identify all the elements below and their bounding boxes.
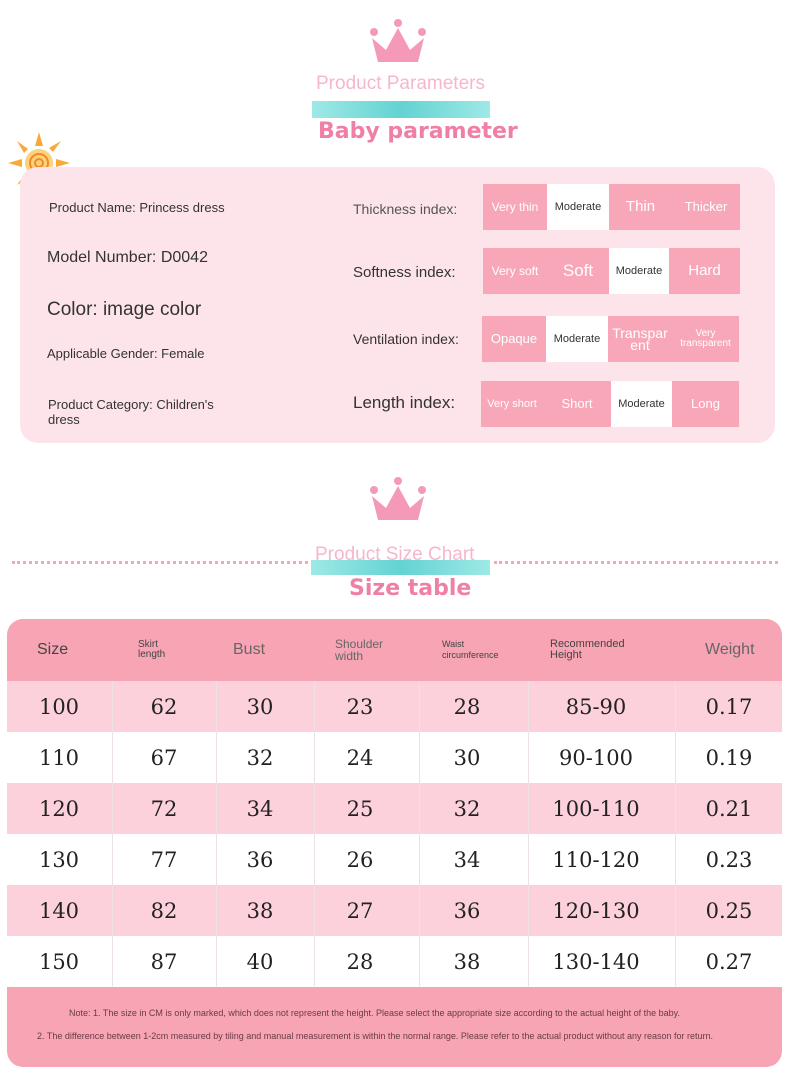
length-short: Short	[543, 381, 611, 427]
col-weight: Weight	[705, 641, 755, 658]
length-very-short: Very short	[481, 381, 543, 427]
table-cell: 24	[346, 745, 374, 770]
ventilation-label: Ventilation index:	[353, 331, 459, 347]
params-title-cn: Baby parameter	[318, 119, 518, 144]
col-recommended-height: Recommended Height	[550, 638, 625, 661]
length-long: Long	[672, 381, 739, 427]
table-cell: 82	[150, 898, 178, 923]
thickness-very-thin: Very thin	[483, 184, 547, 230]
softness-soft: Soft	[547, 248, 609, 294]
col-divider	[112, 681, 113, 986]
ventilation-very-transparent: Very transparent	[672, 316, 739, 362]
col-skirt-length: Skirt length	[138, 639, 166, 660]
table-cell: 110-120	[552, 847, 640, 872]
table-cell: 85-90	[565, 694, 627, 719]
thickness-thicker: Thicker	[672, 184, 740, 230]
table-cell: 120-130	[552, 898, 640, 923]
table-cell: 130	[38, 847, 80, 872]
table-cell: 62	[150, 694, 178, 719]
table-cell: 32	[246, 745, 274, 770]
size-table	[7, 619, 782, 1067]
length-label: Length index:	[353, 393, 456, 412]
table-row	[7, 885, 782, 936]
crown-icon	[366, 476, 430, 526]
table-cell: 0.19	[705, 745, 753, 770]
table-row	[7, 936, 782, 987]
ventilation-opaque: Opaque	[482, 316, 546, 362]
table-cell: 38	[453, 949, 481, 974]
table-cell: 40	[246, 949, 274, 974]
table-cell: 25	[346, 796, 374, 821]
softness-label: Softness index:	[353, 264, 456, 281]
table-row	[7, 834, 782, 885]
table-cell: 0.25	[705, 898, 753, 923]
table-cell: 100-110	[552, 796, 640, 821]
col-divider	[216, 681, 217, 986]
table-cell: 130-140	[552, 949, 640, 974]
table-cell: 32	[453, 796, 481, 821]
size-title-cn: Size table	[349, 576, 472, 601]
table-cell: 27	[346, 898, 374, 923]
table-cell: 67	[150, 745, 178, 770]
table-row	[7, 783, 782, 834]
col-divider	[419, 681, 420, 986]
size-title-en: Product Size Chart	[315, 544, 475, 565]
table-row	[7, 732, 782, 783]
thickness-scale	[483, 184, 740, 230]
thickness-label: Thickness index:	[353, 201, 458, 217]
applicable-gender: Applicable Gender: Female	[47, 346, 205, 361]
col-divider	[675, 681, 676, 986]
crown-icon	[366, 18, 430, 68]
length-moderate: Moderate	[611, 381, 672, 427]
table-cell: 0.27	[705, 949, 753, 974]
dotted-divider-right	[494, 561, 778, 564]
softness-very-soft: Very soft	[483, 248, 547, 294]
product-name: Product Name: Princess dress	[49, 200, 225, 215]
table-cell: 120	[38, 796, 80, 821]
note-1: Note: 1. The size in CM is only marked, which does not represent the height. Please select the appropriate size according to the actual height of the baby.	[69, 1008, 681, 1018]
table-cell: 34	[453, 847, 481, 872]
ventilation-transparent: Transparent	[608, 316, 672, 362]
params-title-en: Product Parameters	[316, 73, 485, 94]
table-cell: 100	[38, 694, 80, 719]
table-cell: 110	[38, 745, 80, 770]
table-cell: 36	[453, 898, 481, 923]
table-cell: 38	[246, 898, 274, 923]
size-table-header	[7, 619, 782, 681]
table-cell: 28	[346, 949, 374, 974]
col-divider	[528, 681, 529, 986]
softness-moderate: Moderate	[609, 248, 669, 294]
thickness-thin: Thin	[609, 184, 672, 230]
ventilation-moderate: Moderate	[546, 316, 608, 362]
col-shoulder-width: Shoulder width	[335, 637, 384, 663]
table-cell: 28	[453, 694, 481, 719]
table-cell: 77	[150, 847, 178, 872]
table-cell: 30	[453, 745, 481, 770]
table-row	[7, 681, 782, 732]
col-bust: Bust	[233, 641, 266, 658]
table-cell: 150	[38, 949, 80, 974]
table-cell: 23	[346, 694, 374, 719]
length-scale	[481, 381, 739, 427]
dotted-divider-left	[12, 561, 308, 564]
table-cell: 30	[246, 694, 274, 719]
model-number: Model Number: D0042	[47, 249, 208, 266]
softness-hard: Hard	[669, 248, 740, 294]
col-waist-circumference: Waist circumference	[442, 639, 499, 660]
table-cell: 140	[38, 898, 80, 923]
table-cell: 72	[150, 796, 178, 821]
table-cell: 0.23	[705, 847, 753, 872]
product-color: Color: image color	[47, 299, 202, 320]
table-cell: 0.21	[705, 796, 753, 821]
table-cell: 34	[246, 796, 274, 821]
thickness-moderate: Moderate	[547, 184, 609, 230]
col-size: Size	[37, 641, 69, 658]
header-bar	[312, 101, 490, 118]
table-cell: 26	[346, 847, 374, 872]
product-category: Product Category: Children's dress	[48, 397, 214, 427]
col-divider	[314, 681, 315, 986]
table-cell: 36	[246, 847, 274, 872]
ventilation-scale	[482, 316, 739, 362]
softness-scale	[483, 248, 740, 294]
table-cell: 90-100	[559, 745, 633, 770]
note-2: 2. The difference between 1-2cm measured by tiling and manual measurement is within the normal range. Please refer to the actual product without any reason for return.	[37, 1031, 714, 1041]
table-cell: 0.17	[705, 694, 753, 719]
table-cell: 87	[150, 949, 178, 974]
